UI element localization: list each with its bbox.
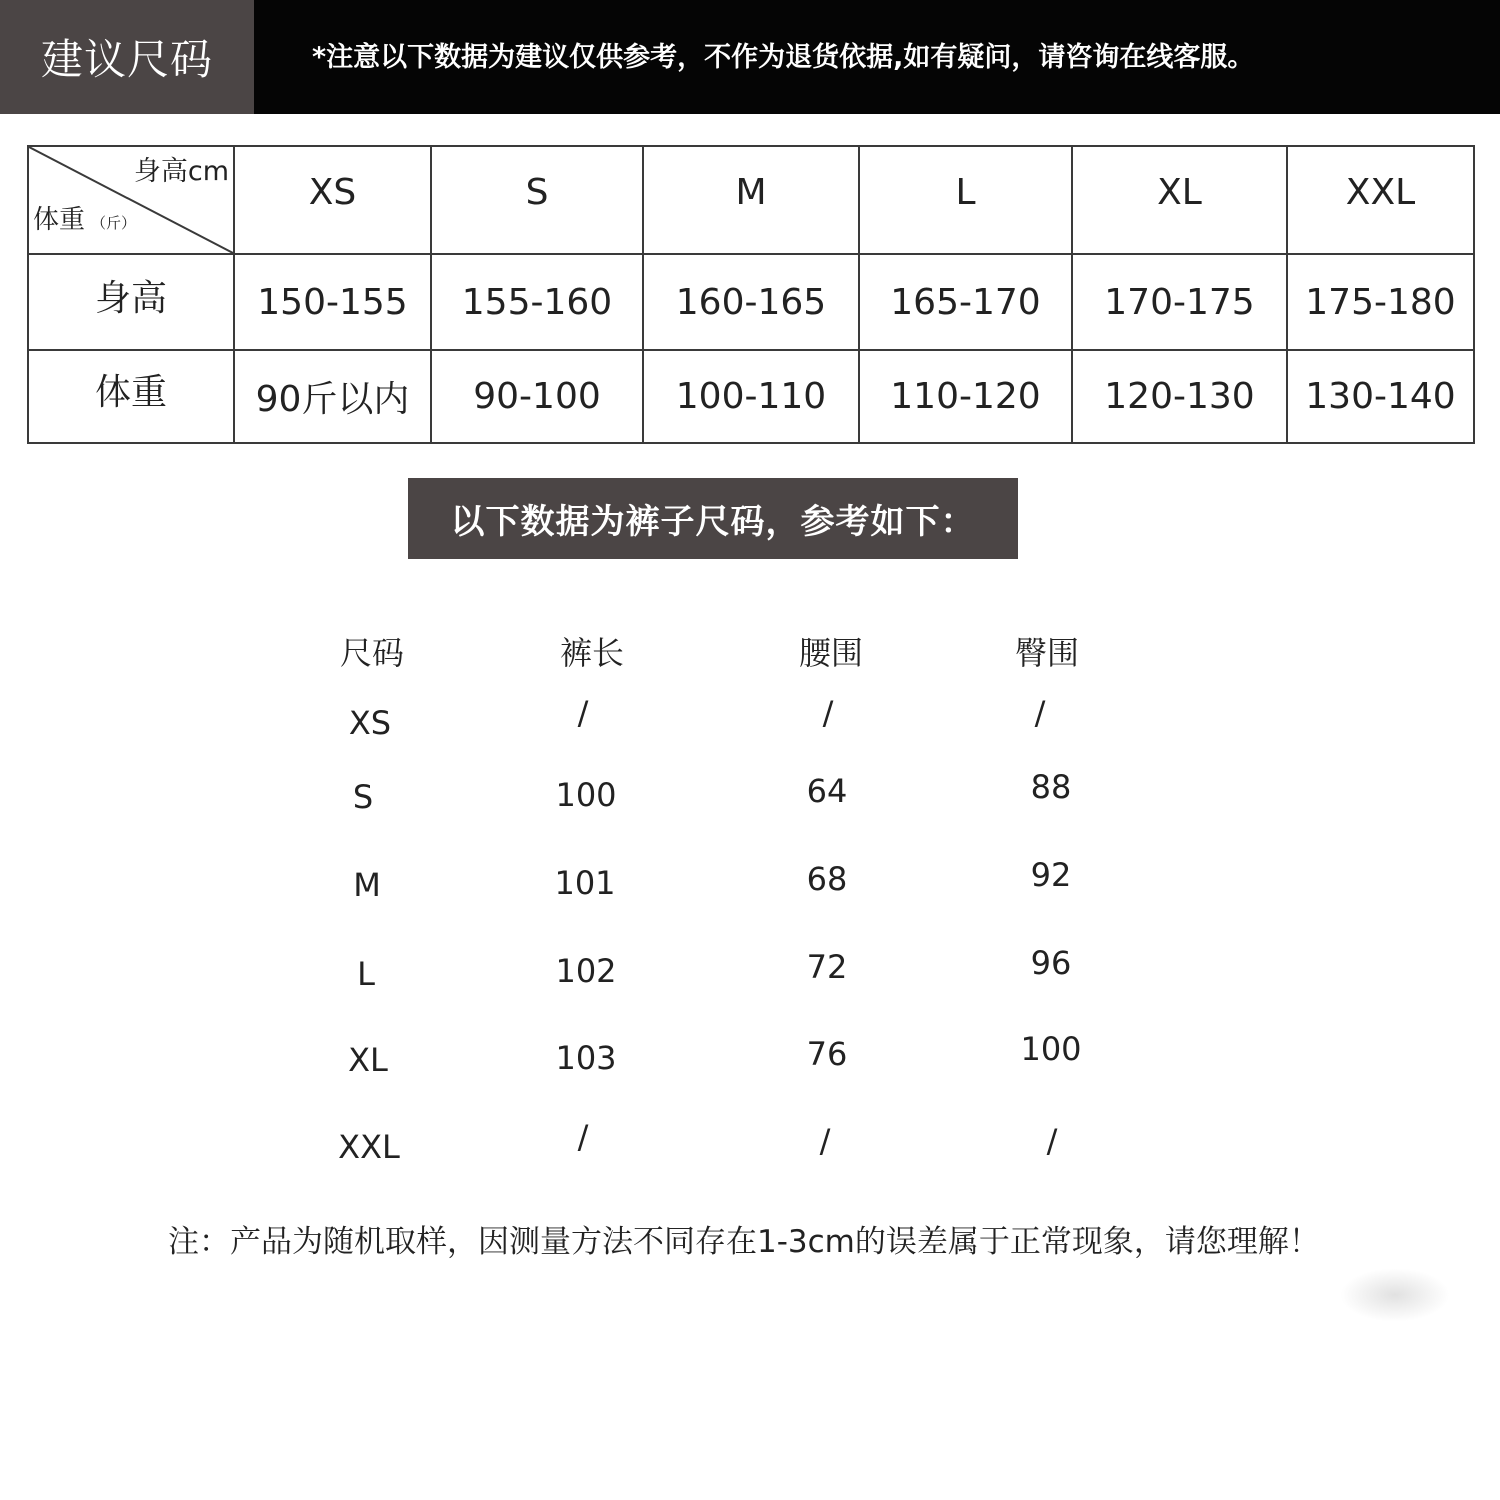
header-title: 建议尺码 <box>0 0 254 114</box>
corner-weight-text: 体重 <box>33 205 86 235</box>
weight-s: 90-100 <box>430 349 644 444</box>
header-bar <box>0 0 1500 114</box>
size-header-xl: XL <box>1071 145 1288 255</box>
pants-cell: 96 <box>1030 944 1072 982</box>
measurement-footnote: 注：产品为随机取样，因测量方法不同存在1-3cm的误差属于正常现象，请您理解！ <box>168 1224 1320 1260</box>
size-header-l: L <box>858 145 1073 255</box>
corner-weight-unit: （斤） <box>91 214 137 232</box>
pants-cell: XXL <box>338 1128 400 1166</box>
weight-xl: 120-130 <box>1071 349 1288 444</box>
corner-weight-label <box>33 199 136 236</box>
height-m: 160-165 <box>642 253 860 351</box>
pants-cell: 64 <box>806 772 848 810</box>
height-xl: 170-175 <box>1071 253 1288 351</box>
pants-cell: / <box>577 694 589 732</box>
size-header-s: S <box>430 145 644 255</box>
header-notice: *注意以下数据为建议仅供参考，不作为退货依据,如有疑问，请咨询在线客服。 <box>312 41 1255 73</box>
height-s: 155-160 <box>430 253 644 351</box>
weight-l: 110-120 <box>858 349 1073 444</box>
pants-cell: / <box>577 1118 589 1156</box>
pants-header-hip: 臀围 <box>1014 634 1080 672</box>
pants-cell: 68 <box>806 860 848 898</box>
pants-cell: 92 <box>1030 856 1072 894</box>
row-label-weight: 体重 <box>27 349 235 444</box>
decorative-shadow <box>1340 1268 1450 1322</box>
pants-cell: M <box>353 866 381 904</box>
height-l: 165-170 <box>858 253 1073 351</box>
pants-header-size: 尺码 <box>339 634 405 672</box>
pants-cell: S <box>352 778 374 816</box>
pants-cell: 88 <box>1030 768 1072 806</box>
weight-xs: 90斤以内 <box>233 349 432 444</box>
pants-cell: 102 <box>555 952 617 990</box>
weight-xxl: 130-140 <box>1286 349 1475 444</box>
size-header-xs: XS <box>233 145 432 255</box>
size-table <box>27 145 1475 444</box>
pants-cell: 103 <box>555 1039 617 1077</box>
pants-cell: / <box>1034 694 1046 732</box>
pants-cell: / <box>822 694 834 732</box>
height-xxl: 175-180 <box>1286 253 1475 351</box>
weight-m: 100-110 <box>642 349 860 444</box>
pants-header-waist: 腰围 <box>798 634 864 672</box>
pants-size-banner: 以下数据为裤子尺码，参考如下： <box>408 478 1018 559</box>
height-xs: 150-155 <box>233 253 432 351</box>
pants-cell: / <box>1046 1122 1058 1160</box>
size-header-xxl: XXL <box>1286 145 1475 255</box>
pants-cell: XS <box>348 704 392 742</box>
pants-cell: 100 <box>1020 1030 1082 1068</box>
size-table-corner <box>27 145 235 255</box>
pants-cell: XL <box>348 1041 388 1079</box>
pants-cell: / <box>819 1122 831 1160</box>
pants-cell: 100 <box>555 776 617 814</box>
pants-cell: L <box>357 955 375 993</box>
row-label-height: 身高 <box>27 253 235 351</box>
pants-header-length: 裤长 <box>559 634 625 672</box>
corner-height-label: 身高cm <box>133 156 229 187</box>
pants-cell: 72 <box>806 948 848 986</box>
size-header-m: M <box>642 145 860 255</box>
pants-cell: 101 <box>554 864 616 902</box>
pants-cell: 76 <box>806 1035 848 1073</box>
